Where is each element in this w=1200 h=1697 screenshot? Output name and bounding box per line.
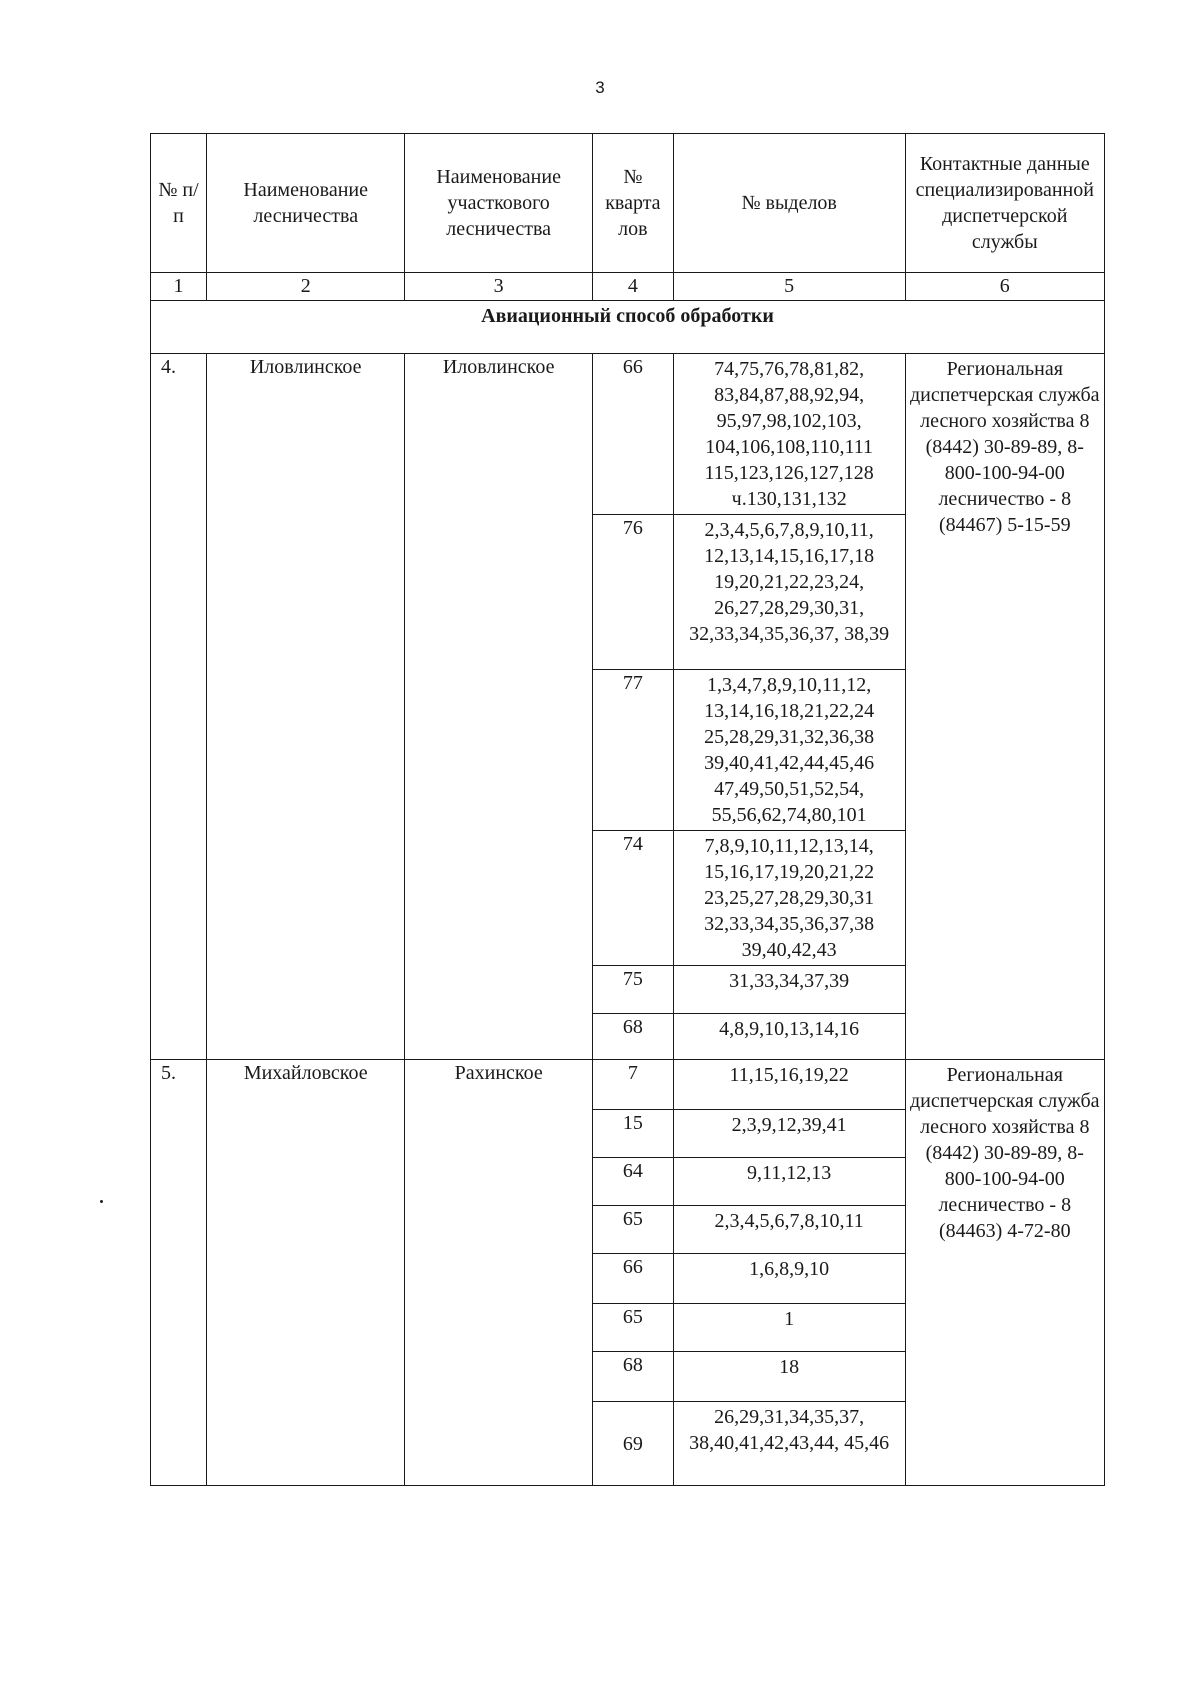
parcel-list: 4,8,9,10,13,14,16 — [673, 1014, 905, 1060]
row-number: 5. — [151, 1060, 207, 1486]
header-num: № п/п — [151, 134, 207, 273]
quarter-number: 68 — [592, 1352, 673, 1402]
parcel-list: 11,15,16,19,22 — [673, 1060, 905, 1110]
column-number: 6 — [905, 273, 1104, 301]
scan-dot — [100, 1200, 103, 1203]
district-name: Рахинское — [405, 1060, 593, 1486]
table-row — [151, 1060, 1105, 1110]
column-number: 2 — [207, 273, 405, 301]
parcel-list: 2,3,4,5,6,7,8,9,10,11, 12,13,14,15,16,17,18 19,20,21,22,23,24, 26,27,28,29,30,31, 32,33,34,35,36,37, 38,39 — [673, 515, 905, 670]
parcel-list: 1 — [673, 1304, 905, 1352]
parcel-list: 26,29,31,34,35,37, 38,40,41,42,43,44, 45,46 — [673, 1402, 905, 1486]
header-contacts: Контактные данные специализированной диспетчерской службы — [905, 134, 1104, 273]
parcel-list: 2,3,4,5,6,7,8,10,11 — [673, 1206, 905, 1254]
quarter-number: 65 — [592, 1304, 673, 1352]
column-number: 5 — [673, 273, 905, 301]
quarter-number: 64 — [592, 1158, 673, 1206]
parcel-list: 7,8,9,10,11,12,13,14, 15,16,17,19,20,21,22 23,25,27,28,29,30,31 32,33,34,35,36,37,38 39,40,42,43 — [673, 831, 905, 966]
parcel-list: 2,3,9,12,39,41 — [673, 1110, 905, 1158]
header-district: Наименование участкового лесничества — [405, 134, 593, 273]
column-number: 1 — [151, 273, 207, 301]
contact-info: Региональная диспетчерская служба лесного хозяйства 8 (8442) 30-89-89, 8-800-100-94-00 лесничество - 8 (84467) 5-15-59 — [905, 354, 1104, 1060]
district-name: Иловлинское — [405, 354, 593, 1060]
column-number: 4 — [592, 273, 673, 301]
row-number: 4. — [151, 354, 207, 1060]
column-number-row — [151, 273, 1105, 301]
parcel-list: 18 — [673, 1352, 905, 1402]
parcel-list: 1,3,4,7,8,9,10,11,12, 13,14,16,18,21,22,24 25,28,29,31,32,36,38 39,40,41,42,44,45,46 47,49,50,51,52,54, 55,56,62,74,80,101 — [673, 670, 905, 831]
forestry-name: Иловлинское — [207, 354, 405, 1060]
quarter-number: 76 — [592, 515, 673, 670]
quarter-number: 69 — [592, 1402, 673, 1486]
header-row — [151, 134, 1105, 273]
quarter-number: 7 — [592, 1060, 673, 1110]
header-forestry: Наименование лесничества — [207, 134, 405, 273]
column-number: 3 — [405, 273, 593, 301]
quarter-number: 66 — [592, 1254, 673, 1304]
quarter-number: 77 — [592, 670, 673, 831]
header-parcels: № выделов — [673, 134, 905, 273]
parcel-list: 9,11,12,13 — [673, 1158, 905, 1206]
page-number: 3 — [595, 78, 605, 97]
forestry-name: Михайловское — [207, 1060, 405, 1486]
quarter-number: 65 — [592, 1206, 673, 1254]
quarter-number: 75 — [592, 966, 673, 1014]
quarter-number: 15 — [592, 1110, 673, 1158]
forest-treatment-table — [150, 133, 1105, 1486]
parcel-list: 74,75,76,78,81,82, 83,84,87,88,92,94, 95,97,98,102,103, 104,106,108,110,111 115,123,126,127,128 ч.130,131,132 — [673, 354, 905, 515]
table-row — [151, 354, 1105, 515]
header-quarter: № кварта лов — [592, 134, 673, 273]
section-row — [151, 301, 1105, 354]
quarter-number: 74 — [592, 831, 673, 966]
parcel-list: 31,33,34,37,39 — [673, 966, 905, 1014]
quarter-number: 68 — [592, 1014, 673, 1060]
contact-info: Региональная диспетчерская служба лесного хозяйства 8 (8442) 30-89-89, 8-800-100-94-00 лесничество - 8 (84463) 4-72-80 — [905, 1060, 1104, 1486]
section-title: Авиационный способ обработки — [151, 301, 1105, 354]
parcel-list: 1,6,8,9,10 — [673, 1254, 905, 1304]
quarter-number: 66 — [592, 354, 673, 515]
